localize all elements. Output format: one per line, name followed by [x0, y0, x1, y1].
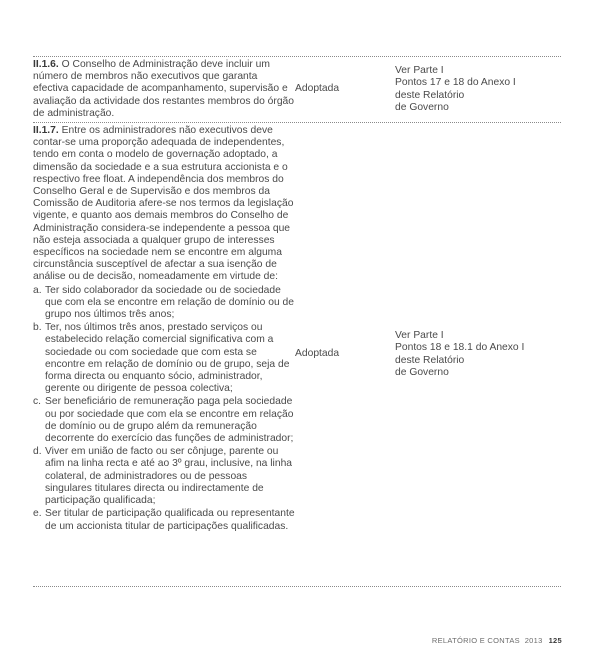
- recommendation-code: II.1.7.: [33, 125, 59, 136]
- recommendation-cell: [33, 57, 295, 122]
- list-marker: e.: [33, 508, 42, 520]
- list-item: [33, 285, 295, 322]
- status-text: Adoptada: [295, 348, 340, 360]
- page-footer: [432, 636, 562, 645]
- reference-text: Ver Parte I Pontos 18 e 18.1 do Anexo I deste Relatório de Governo: [395, 330, 525, 378]
- table-row: [33, 57, 561, 122]
- table-row: [33, 123, 561, 586]
- reference-text: Ver Parte I Pontos 17 e 18 do Anexo I deste Relatório de Governo: [395, 65, 516, 113]
- governance-table: [33, 56, 561, 587]
- report-title: RELATÓRIO E CONTAS 2013: [431, 636, 543, 645]
- recommendation-cell: [33, 123, 295, 586]
- list-item: [33, 508, 295, 532]
- recommendation-text: O Conselho de Administração deve incluir um número de membros não executivos que garanta efectiva capacidade de acompanhamento, supervisão e avaliação da actividade dos restantes membros do órgão de administração.: [33, 59, 295, 119]
- list-item: [33, 322, 295, 395]
- list-item-text: Ser beneficiário de remuneração paga pela sociedade ou por sociedade que com ela se encontre em relação de domínio ou de grupo além da remuneração decorrente do exercício das funções de administrador;: [45, 396, 294, 445]
- reference-cell: [395, 123, 561, 586]
- status-text: Adoptada: [295, 83, 340, 95]
- list-item: [33, 446, 295, 507]
- criteria-list: [33, 285, 295, 533]
- list-marker: b.: [33, 322, 42, 334]
- list-item-text: Ser titular de participação qualificada ou representante de um accionista titular de participações qualificadas.: [45, 508, 295, 532]
- list-marker: d.: [33, 446, 42, 458]
- page-number: 125: [548, 636, 562, 645]
- table-bottom-rule: [33, 586, 561, 587]
- status-cell: [295, 123, 395, 586]
- list-marker: a.: [33, 284, 42, 296]
- recommendation-code: II.1.6.: [33, 59, 59, 70]
- list-marker: c.: [33, 396, 42, 408]
- recommendation-text: Entre os administradores não executivos deve contar-se uma proporção adequada de independentes, tendo em conta o modelo de governação adoptado, a dimensão da sociedade e a sua estrutura accionista e o respectivo free float. A independência dos membros do Conselho Geral e de Supervisão e dos membros da Comissão de Auditoria afere-se nos termos da legislação vigente, e quanto aos demais membros do Conselho de Administração considera-se independente a pessoa que não esteja associada a qualquer grupo de interesses específicos na sociedade nem se encontre em alguma circunstância susceptível de afectar a sua isenção de análise ou de decisão, nomeadamente em virtude de:: [33, 125, 294, 283]
- reference-cell: [395, 57, 561, 122]
- list-item: [33, 396, 295, 445]
- list-item-text: Ter sido colaborador da sociedade ou de sociedade que com ela se encontre em relação de domínio ou de grupo nos últimos três anos;: [45, 284, 294, 321]
- list-item-text: Ter, nos últimos três anos, prestado serviços ou estabelecido relação comercial significativa com a sociedade ou com sociedade que com esta se encontre em relação de domínio ou de grupo, seja de forma directa ou enquanto sócio, administrador, gerente ou dirigente de pessoa colectiva;: [45, 322, 290, 395]
- status-cell: [295, 57, 395, 122]
- list-item-text: Viver em união de facto ou ser cônjuge, parente ou afim na linha recta e até ao 3º grau, inclusive, na linha colateral, de administradores ou de pessoas singulares titulares directa ou indirectamente de participação qualificada;: [45, 446, 293, 507]
